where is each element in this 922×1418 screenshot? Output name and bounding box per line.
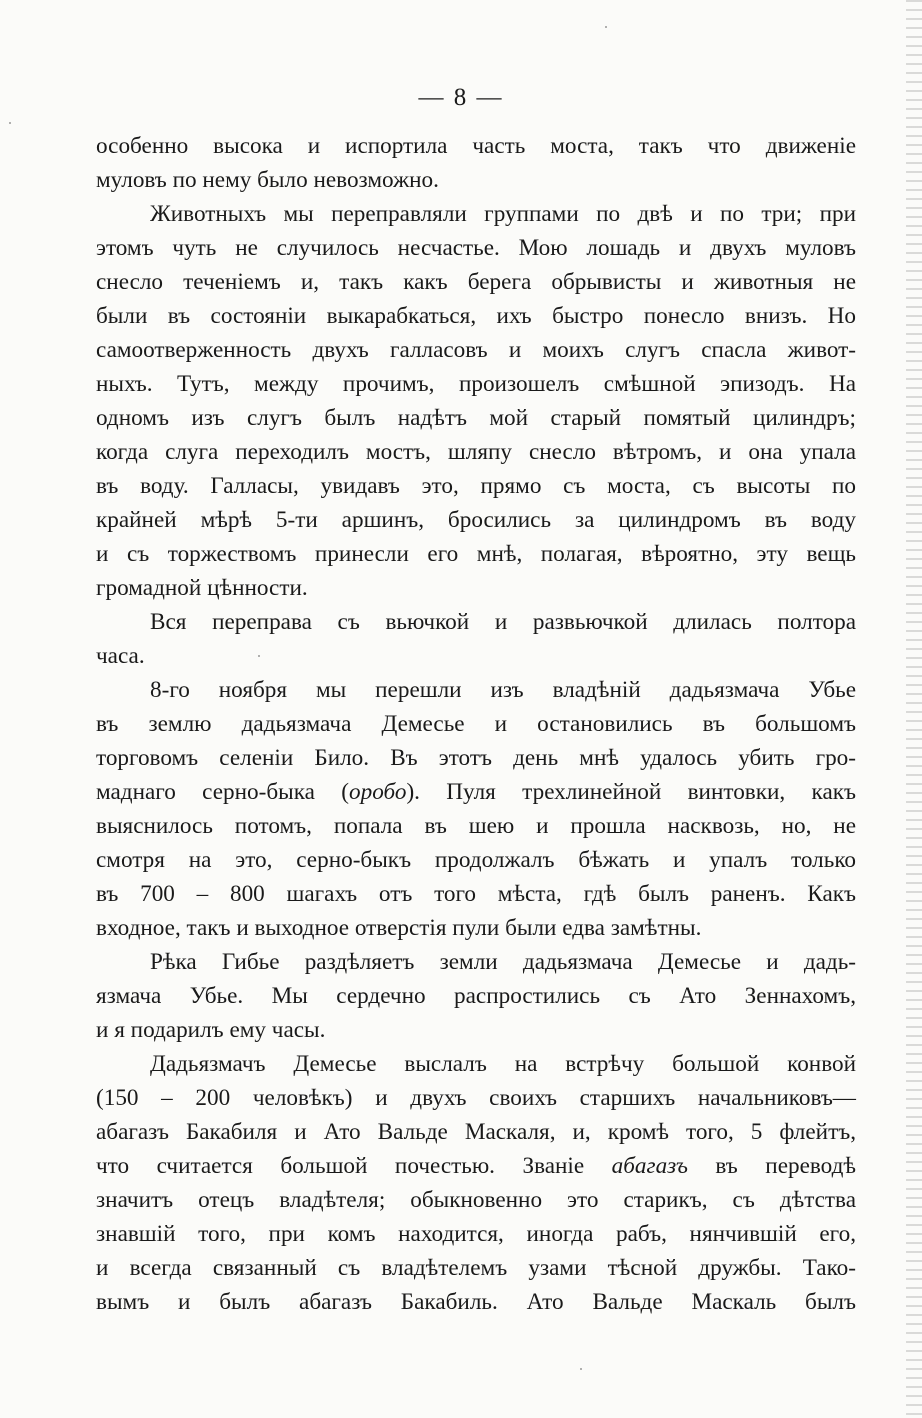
text-line: когда слуга переходилъ мостъ, шляпу снесло вѣтромъ, и она упала	[96, 439, 856, 465]
text-line: Вся переправа съ вьючкой и развьючкой длилась полтора	[150, 609, 856, 635]
text-line: входное, такъ и выходное отверстія пули были едва замѣтны.	[96, 915, 702, 941]
text-line: Рѣка Гибье раздѣляетъ земли дадьязмача Демесье и дадь-	[150, 949, 856, 975]
text-line: въ землю дадьязмача Демесье и остановились въ большомъ	[96, 711, 856, 737]
text-line: снесло теченіемъ и, такъ какъ берега обрывисты и животныя не	[96, 269, 856, 295]
text-line: 8-го ноября мы перешли изъ владѣній дадьязмача Убье	[150, 677, 856, 703]
text-line: и я подарилъ ему часы.	[96, 1017, 326, 1043]
paper-speck	[9, 122, 11, 124]
text-line: муловъ по нему было невозможно.	[96, 167, 439, 193]
text-line: и съ торжествомъ принесли его мнѣ, полагая, вѣроятно, эту вещь	[96, 541, 856, 567]
text-line: Дадьязмачъ Демесье выслалъ на встрѣчу большой конвой	[150, 1051, 856, 1077]
binding-edge	[906, 0, 922, 1418]
text-line: (150 – 200 человѣкъ) и двухъ своихъ старшихъ начальниковъ—	[96, 1085, 856, 1111]
text-line: маднаго серно-быка (оробо). Пуля трехлинейной винтовки, какъ	[96, 779, 857, 805]
page-number: — 8 —	[418, 84, 504, 111]
text-line: были въ состояніи выкарабкаться, ихъ быстро понесло внизъ. Но	[96, 303, 856, 329]
text-line: этомъ чуть не случилось несчастье. Мою лошадь и двухъ муловъ	[96, 235, 856, 261]
text-line: крайней мѣрѣ 5-ти аршинъ, бросились за цилиндромъ въ воду	[96, 507, 856, 533]
text-line: что считается большой почестью. Званіе абагазъ въ переводѣ	[96, 1153, 856, 1179]
text-line: и всегда связанный съ владѣтелемъ узами тѣсной дружбы. Тако-	[96, 1255, 856, 1281]
italic-term: абагазъ	[611, 1153, 688, 1179]
text-line: смотря на это, серно-быкъ продолжалъ бѣжать и упалъ только	[96, 847, 856, 873]
text-line: особенно высока и испортила часть моста, такъ что движеніе	[96, 133, 856, 159]
text-line: знавшій того, при комъ находится, иногда рабъ, нянчившій его,	[96, 1221, 856, 1247]
text-line: громадной цѣнности.	[96, 575, 308, 601]
text-line: одномъ изъ слугъ былъ надѣтъ мой старый помятый цилиндръ;	[96, 405, 856, 431]
text-line: самоотверженность двухъ галласовъ и моихъ слугъ спасла живот-	[96, 337, 856, 363]
text-line: значитъ отецъ владѣтеля; обыкновенно это старикъ, съ дѣтства	[96, 1187, 856, 1213]
text-line: ныхъ. Тутъ, между прочимъ, произошелъ смѣшной эпизодъ. На	[96, 371, 856, 397]
text-line: абагазъ Бакабиля и Ато Вальде Маскаля, и, кромѣ того, 5 флейтъ,	[96, 1119, 856, 1145]
paper-speck	[605, 26, 607, 28]
italic-term: оробо	[349, 779, 407, 805]
paper-speck	[580, 1368, 582, 1370]
text-line: язмача Убье. Мы сердечно распростились съ Ато Зеннахомъ,	[96, 983, 856, 1009]
body-text	[96, 129, 856, 1319]
text-line: въ 700 – 800 шагахъ отъ того мѣста, гдѣ былъ раненъ. Какъ	[96, 881, 856, 907]
text-line: въ воду. Галласы, увидавъ это, прямо съ моста, съ высоты по	[96, 473, 856, 499]
text-line: Животныхъ мы переправляли группами по двѣ и по три; при	[150, 201, 856, 227]
text-line: торговомъ селеніи Било. Въ этотъ день мнѣ удалось убить гро-	[96, 745, 856, 771]
text-line: выяснилось потомъ, попала въ шею и прошла насквозь, но, не	[96, 813, 856, 839]
text-line: часа.	[96, 643, 145, 669]
text-line: вымъ и былъ абагазъ Бакабиль. Ато Вальде Маскаль былъ	[96, 1289, 856, 1315]
